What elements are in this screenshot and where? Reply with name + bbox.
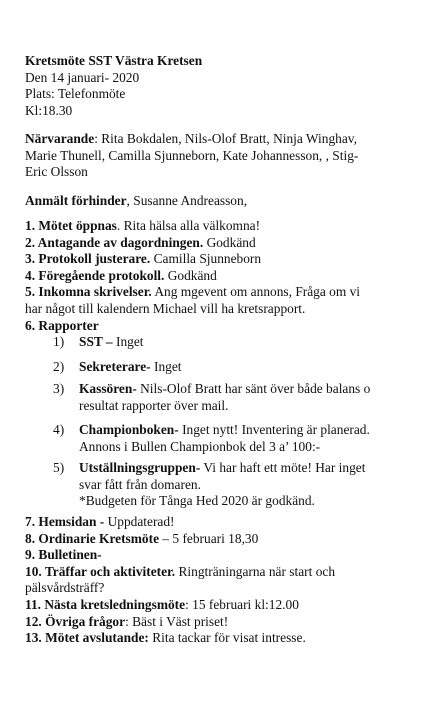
agenda-item-continuation: har något till kalendern Michael vill ha kretsrapport. xyxy=(25,300,306,316)
agenda-item: 11. Nästa kretsledningsmöte: 15 februari kl:12.00 xyxy=(25,596,299,612)
agenda-items-first xyxy=(25,218,425,334)
agenda-items-second xyxy=(25,514,425,647)
report-item: 3) Kassören- Nils-Olof Bratt har sänt över både balans o resultat rapporter över mail. xyxy=(53,381,371,413)
agenda-item: 13. Mötet avslutande: Rita tackar för visat intresse. xyxy=(25,630,306,646)
agenda-item: 2. Antagande av dagordningen. Godkänd xyxy=(25,234,256,250)
agenda-item: 3. Protokoll justerare. Camilla Sjunneborn xyxy=(25,251,262,267)
agenda-item: 4. Föregående protokoll. Godkänd xyxy=(25,267,217,283)
report-item: 5) Utställningsgruppen- Vi har haft ett möte! Har inget svar fått från domaren. *Budgeten för Tånga Hed 2020 är godkänd. xyxy=(53,460,366,509)
attendance-present: Närvarande: Rita Bokdalen, Nils-Olof Bratt, Ninja Winghav, Marie Thunell, Camilla Sjunneborn, Kate Johannesson, , Stig- Eric Olsson xyxy=(25,131,359,180)
absent-label: Anmält förhinder xyxy=(25,193,127,208)
meeting-date: Den 14 januari- 2020 xyxy=(25,69,140,85)
meeting-header xyxy=(25,53,425,119)
agenda-item: 12. Övriga frågor: Bäst i Väst priset! xyxy=(25,613,229,629)
meeting-place: Plats: Telefonmöte xyxy=(25,86,126,102)
agenda-item: 10. Träffar och aktiviteter. Ringträningarna när start och xyxy=(25,563,336,579)
report-item: 4) Championboken- Inget nytt! Inventering är planerad. Annons i Bullen Championbok del 3 a’ 100:- xyxy=(53,422,370,454)
present-label: Närvarande xyxy=(25,131,95,146)
report-item: 1) SST – Inget xyxy=(53,334,144,349)
report-item: 2) Sekreterare- Inget xyxy=(53,359,182,374)
agenda-item-continuation: pälsvårdsträff? xyxy=(25,580,105,596)
agenda-item: 6. Rapporter xyxy=(25,317,99,333)
agenda-item: 7. Hemsidan - Uppdaterad! xyxy=(25,514,175,529)
agenda-item: 8. Ordinarie Kretsmöte – 5 februari 18,30 xyxy=(25,530,259,546)
agenda-item: 5. Inkomna skrivelser. Ang mgevent om annons, Fråga om vi xyxy=(25,284,361,300)
attendance-absent: Anmält förhinder, Susanne Andreasson, xyxy=(25,193,248,208)
meeting-title: Kretsmöte SST Västra Kretsen xyxy=(25,53,203,68)
meeting-time: Kl:18.30 xyxy=(25,102,73,118)
agenda-item: 9. Bulletinen- xyxy=(25,547,102,563)
agenda-item: 1. Mötet öppnas. Rita hälsa alla välkomna! xyxy=(25,218,261,233)
